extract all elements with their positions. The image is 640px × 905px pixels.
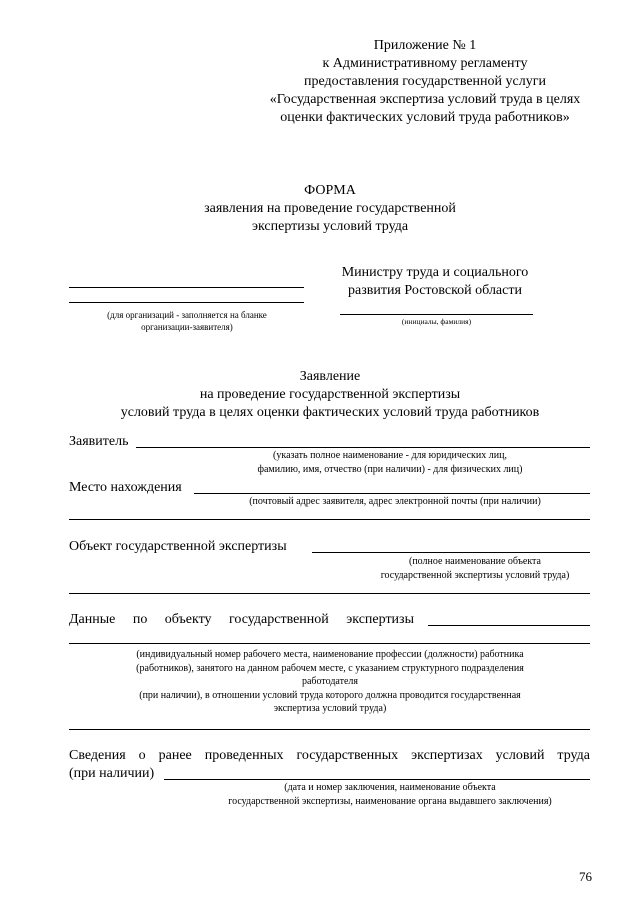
object-input-line[interactable] — [312, 552, 590, 553]
sender-line-2 — [69, 302, 304, 303]
form-title-line-3: экспертизы условий труда — [251, 219, 409, 234]
applicant-note — [200, 449, 580, 476]
object-label: Объект государственной экспертизы — [69, 539, 287, 554]
data-note — [80, 648, 580, 716]
applicant-input-line[interactable] — [136, 447, 590, 448]
addressee — [320, 264, 550, 300]
prior-label-line-1: Сведения о ранее проведенных государственных экспертизах условий труда — [69, 748, 590, 763]
applicant-note-line-1: (указать полное наименование - для юридических лиц, — [273, 450, 507, 461]
object-note — [340, 555, 610, 582]
addressee-line-2: развития Ростовской области — [348, 283, 522, 298]
statement-title — [70, 368, 590, 422]
applicant-label: Заявитель — [69, 434, 129, 449]
applicant-note-line-2: фамилию, имя, отчество (при наличии) - для физических лиц) — [257, 463, 523, 475]
data-input-line-3[interactable] — [69, 729, 590, 730]
statement-line-3: условий труда в целях оценки фактических условий труда работников — [120, 405, 540, 420]
location-note: (почтовый адрес заявителя, адрес электронной почты (при наличии) — [249, 496, 541, 507]
page-number: 76 — [579, 869, 592, 884]
sender-note — [62, 309, 312, 333]
appendix-line-3: предоставления государственной услуги — [304, 74, 546, 89]
object-note-line-2: государственной экспертизы условий труда) — [380, 569, 570, 581]
data-note-line-2: (работников), занятого на данном рабочем месте, с указанием структурного подразделения — [136, 662, 524, 674]
data-input-line-2[interactable] — [69, 643, 590, 644]
data-note-line-4: (при наличии), в отношении условий труда которого должна проводится государственная — [139, 689, 521, 701]
form-title-line-2: заявления на проведение государственной — [204, 201, 456, 216]
prior-note-line-2: государственной экспертизы, наименование органа выдавшего заключения) — [228, 795, 552, 807]
appendix-line-1: Приложение № 1 — [373, 38, 477, 53]
object-input-line-2[interactable] — [69, 593, 590, 594]
addressee-line-1: Министру труда и социального — [341, 265, 529, 280]
prior-label-line-2: (при наличии) — [69, 766, 155, 781]
form-title-line-1: ФОРМА — [304, 183, 356, 198]
data-note-line-1: (индивидуальный номер рабочего места, наименование профессии (должности) работника — [136, 649, 524, 660]
data-label-row — [69, 611, 429, 629]
location-input-line[interactable] — [194, 493, 590, 494]
data-note-line-5: экспертиза условий труда) — [273, 703, 387, 714]
prior-note — [180, 781, 600, 808]
appendix-line-5: оценки фактических условий труда работников» — [280, 110, 570, 125]
data-note-line-3: работодателя — [301, 676, 358, 687]
location-label: Место нахождения — [69, 480, 182, 495]
sender-note-line-1: (для организаций - заполняется на бланке — [107, 310, 267, 320]
prior-input-line[interactable] — [164, 779, 590, 780]
location-input-line-2[interactable] — [69, 519, 590, 520]
appendix-line-4: «Государственная экспертиза условий труда в целях — [269, 92, 581, 107]
sender-note-line-2: организации-заявителя) — [141, 322, 233, 332]
appendix-line-2: к Административному регламенту — [322, 56, 528, 71]
statement-line-2: на проведение государственной экспертизы — [199, 387, 461, 402]
prior-note-line-1: (дата и номер заключения, наименование объекта — [284, 782, 496, 793]
object-note-line-1: (полное наименование объекта — [409, 556, 541, 567]
addressee-note: (инициалы, фамилия) — [401, 317, 472, 326]
data-label: Данные по объекту государственной экспертизы — [69, 612, 414, 627]
statement-line-1: Заявление — [299, 369, 361, 384]
sender-line-1 — [69, 287, 304, 288]
addressee-name-line — [340, 314, 533, 315]
appendix-header — [255, 37, 595, 127]
form-title — [160, 182, 500, 236]
data-input-line[interactable] — [428, 625, 590, 626]
